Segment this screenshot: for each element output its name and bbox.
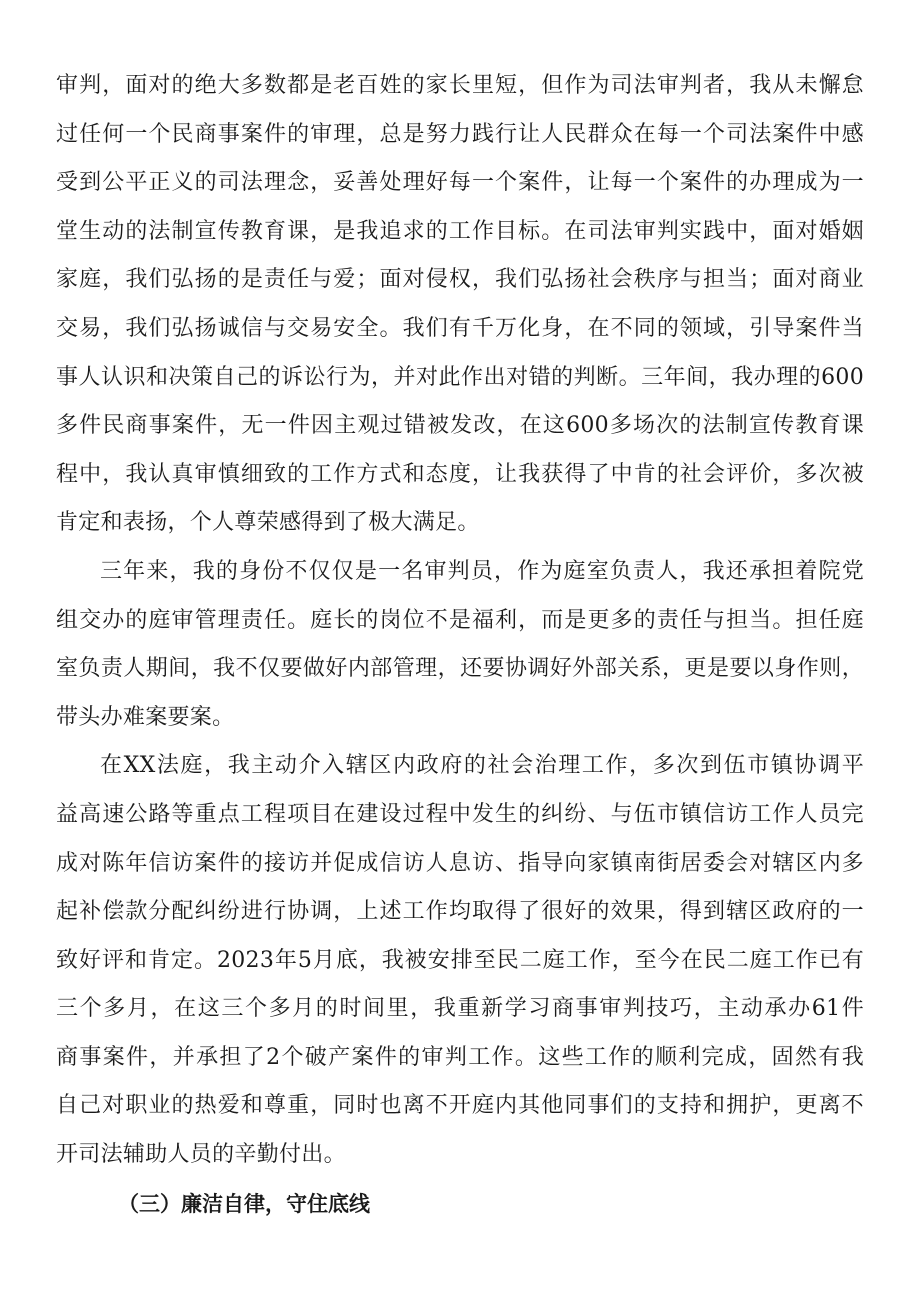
text-line: 受到公平正义的司法理念，妥善处理好每一个案件，让每一个案件的办理成为一	[56, 170, 864, 196]
document-page	[56, 62, 864, 1228]
text-line: 带头办难案要案。	[56, 704, 235, 730]
text-line: 室负责人期间，我不仅要做好内部管理，还要协调好外部关系，更是要以身作则，	[56, 656, 864, 682]
text-line: 在XX法庭，我主动介入辖区内政府的社会治理工作，多次到伍市镇协调平	[100, 753, 864, 779]
text-line: 三年来，我的身份不仅仅是一名审判员，作为庭室负责人，我还承担着院党	[100, 558, 864, 584]
text-line: 家庭，我们弘扬的是责任与爱；面对侵权，我们弘扬社会秩序与担当；面对商业	[56, 267, 864, 293]
text-line: 事人认识和决策自己的诉讼行为，并对此作出对错的判断。三年间，我办理的600	[56, 364, 864, 390]
text-line: 肯定和表扬，个人尊荣感得到了极大满足。	[56, 510, 480, 536]
text-line: 程中，我认真审慎细致的工作方式和态度，让我获得了中肯的社会评价，多次被	[56, 461, 864, 487]
text-line: 益高速公路等重点工程项目在建设过程中发生的纠纷、与伍市镇信访工作人员完	[56, 801, 864, 827]
text-line: 三个多月，在这三个多月的时间里，我重新学习商事审判技巧，主动承办61件	[56, 996, 864, 1022]
paragraph-1	[56, 62, 864, 548]
text-line: 交易，我们弘扬诚信与交易安全。我们有千万化身，在不同的领域，引导案件当	[56, 315, 864, 341]
text-line: 商事案件，并承担了2个破产案件的审判工作。这些工作的顺利完成，固然有我	[56, 1044, 864, 1070]
text-line: 过任何一个民商事案件的审理，总是努力践行让人民群众在每一个司法案件中感	[56, 121, 864, 147]
text-line: 多件民商事案件，无一件因主观过错被发改，在这600多场次的法制宣传教育课	[56, 413, 864, 439]
text-line: 审判，面对的绝大多数都是老百姓的家长里短，但作为司法审判者，我从未懈怠	[56, 73, 864, 98]
text-line: 致好评和肯定。2023年5月底，我被安排至民二庭工作，至今在民二庭工作已有	[56, 947, 864, 973]
paragraph-2	[56, 548, 864, 742]
paragraph-3	[56, 742, 864, 1179]
text-line: 自己对职业的热爱和尊重，同时也离不开庭内其他同事们的支持和拥护，更离不	[56, 1093, 864, 1119]
text-line: 成对陈年信访案件的接访并促成信访人息访、指导向家镇南街居委会对辖区内多	[56, 850, 864, 876]
text-line: 起补偿款分配纠纷进行协调，上述工作均取得了很好的效果，得到辖区政府的一	[56, 899, 864, 925]
section-heading: （三）廉洁自律，守住底线	[118, 1191, 370, 1216]
text-line: 堂生动的法制宣传教育课，是我追求的工作目标。在司法审判实践中，面对婚姻	[56, 218, 864, 244]
text-line: 组交办的庭审管理责任。庭长的岗位不是福利，而是更多的责任与担当。担任庭	[56, 607, 864, 633]
text-line: 开司法辅助人员的辛勤付出。	[56, 1142, 346, 1168]
